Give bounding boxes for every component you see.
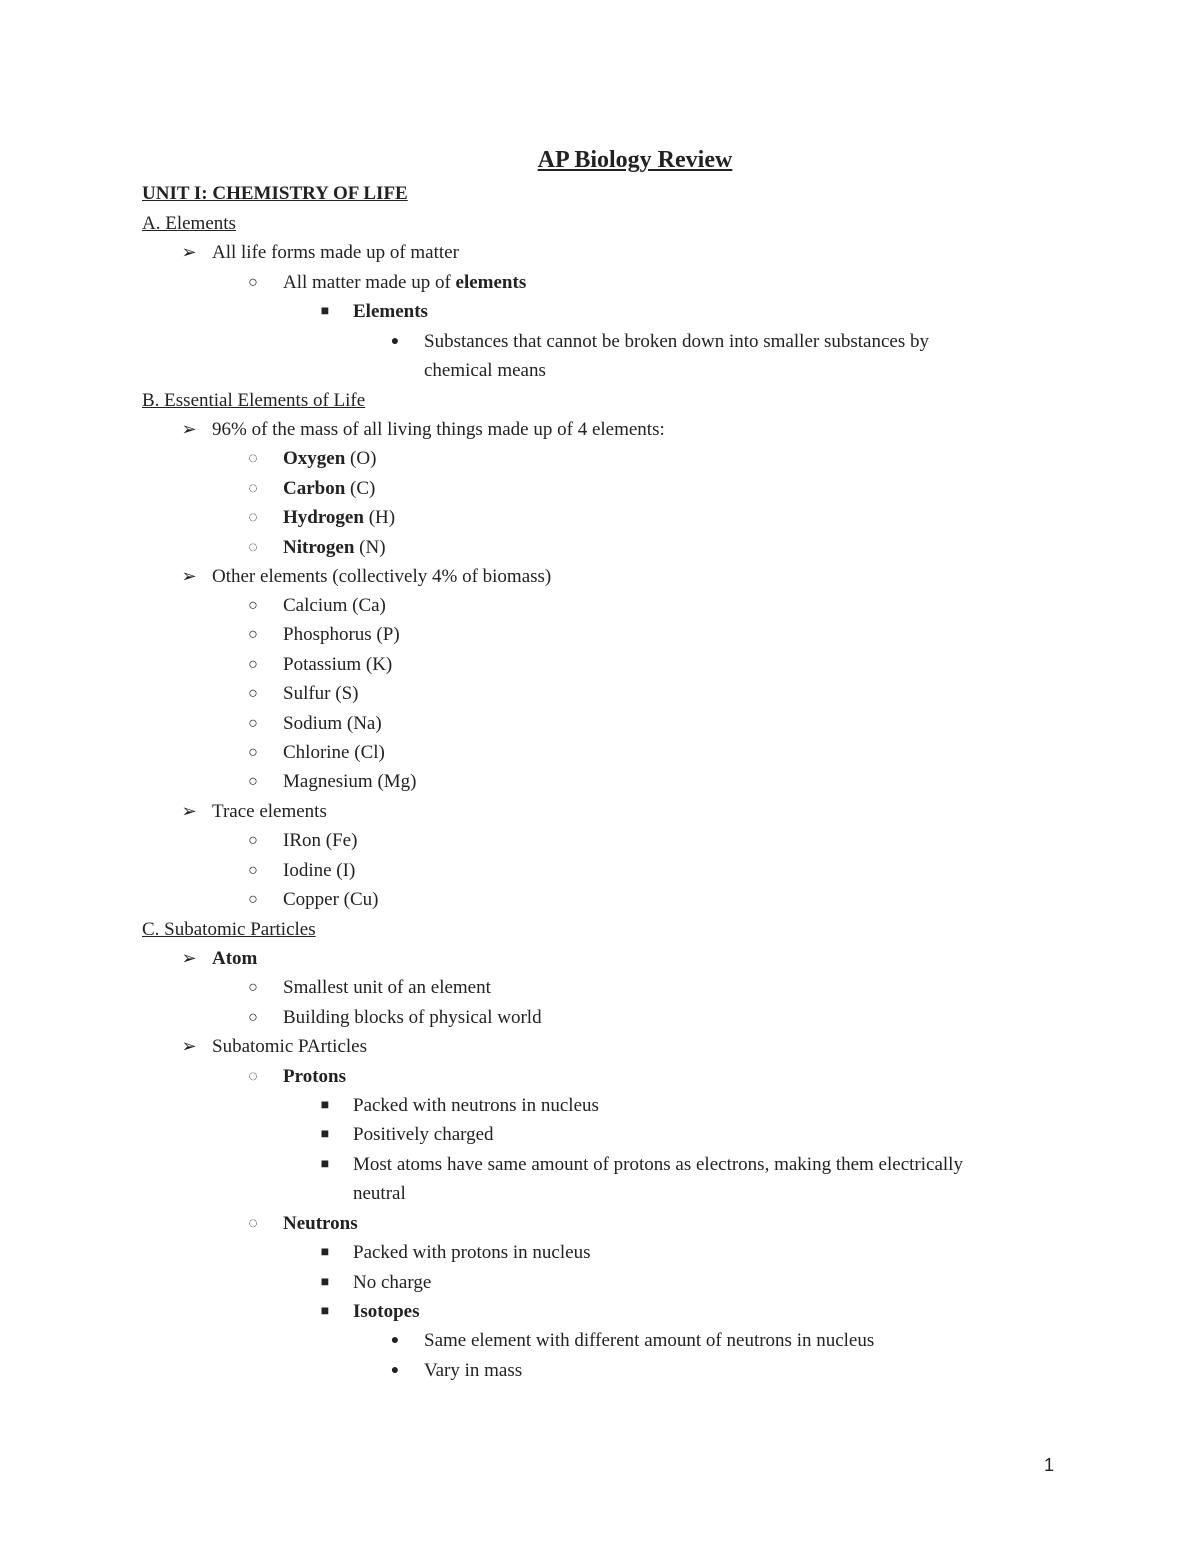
dotted-circle-bullet-icon: ◌ [248,509,258,526]
square-bullet-icon: ■ [320,1127,330,1142]
square-bullet-icon: ■ [320,1275,330,1290]
list-item: All life forms made up of matter [212,242,459,263]
arrow-bullet-icon: ➢ [181,801,197,821]
section-b-heading: B. Essential Elements of Life [142,390,366,411]
list-item: Sulfur (S) [283,683,359,704]
element-symbol: (N) [359,537,386,558]
element-symbol: (O) [350,448,377,469]
circle-bullet-icon: ○ [248,1009,258,1026]
circle-bullet-icon: ○ [248,626,258,643]
list-item: Same element with different amount of neutrons in nucleus [424,1330,875,1351]
arrow-bullet-icon: ➢ [181,566,197,586]
list-item: Substances that cannot be broken down into smaller substances by [424,331,929,352]
list-item-bold-text: elements [455,272,527,293]
list-item: Smallest unit of an element [283,977,491,998]
circle-bullet-icon: ○ [248,744,258,761]
list-item [283,533,386,563]
arrow-bullet-icon: ➢ [181,242,197,262]
element-name: Hydrogen [283,507,364,528]
list-item: Magnesium (Mg) [283,771,417,792]
circle-bullet-icon: ○ [248,597,258,614]
arrow-bullet-icon: ➢ [181,1036,197,1056]
list-item: Isotopes [353,1301,420,1322]
square-bullet-icon: ■ [320,1098,330,1113]
list-item: Packed with protons in nucleus [353,1242,591,1263]
list-item: Protons [283,1066,346,1087]
list-item: Chlorine (Cl) [283,742,385,763]
list-item: Most atoms have same amount of protons as electrons, making them electrically [353,1154,963,1175]
square-bullet-icon: ■ [320,1304,330,1319]
circle-bullet-icon: ○ [248,685,258,702]
circle-bullet-icon: ○ [248,832,258,849]
list-item: Neutrons [283,1213,358,1234]
list-item: Sodium (Na) [283,713,382,734]
list-item: Vary in mass [424,1360,523,1381]
dotted-circle-bullet-icon: ◌ [248,450,258,467]
circle-bullet-icon: ○ [248,274,258,291]
list-item: IRon (Fe) [283,830,358,851]
list-item: Other elements (collectively 4% of biomass) [212,566,552,587]
list-item [283,444,376,474]
page-number: 1 [1044,1455,1055,1475]
list-item: Iodine (I) [283,860,356,881]
element-name: Nitrogen [283,537,355,558]
dotted-circle-bullet-icon: ◌ [248,1068,258,1085]
element-name: Oxygen [283,448,346,469]
list-item: Building blocks of physical world [283,1007,542,1028]
section-a-heading: A. Elements [142,213,236,234]
list-item-continuation: neutral [353,1183,406,1204]
square-bullet-icon: ■ [320,1245,330,1260]
list-item: Calcium (Ca) [283,595,386,616]
list-item: Elements [353,301,428,322]
round-bullet-icon: ● [390,1363,400,1378]
list-item: Atom [212,948,258,969]
unit-heading: UNIT I: CHEMISTRY OF LIFE [142,183,408,204]
circle-bullet-icon: ○ [248,862,258,879]
document-title: AP Biology Review [537,147,733,173]
list-item: Copper (Cu) [283,889,379,910]
list-item [283,503,395,533]
list-item [283,474,375,504]
list-item-text: All matter made up of [283,272,456,293]
circle-bullet-icon: ○ [248,656,258,673]
circle-bullet-icon: ○ [248,773,258,790]
arrow-bullet-icon: ➢ [181,419,197,439]
list-item: Phosphorus (P) [283,624,400,645]
list-item-continuation: chemical means [424,360,546,381]
list-item: Packed with neutrons in nucleus [353,1095,599,1116]
list-item: Trace elements [212,801,327,822]
element-name: Carbon [283,478,346,499]
square-bullet-icon: ■ [320,1157,330,1172]
arrow-bullet-icon: ➢ [181,948,197,968]
list-item: 96% of the mass of all living things made up of 4 elements: [212,419,665,440]
dotted-circle-bullet-icon: ◌ [248,480,258,497]
element-symbol: (H) [368,507,396,528]
dotted-circle-bullet-icon: ◌ [248,539,258,556]
circle-bullet-icon: ○ [248,715,258,732]
list-item [283,268,526,298]
circle-bullet-icon: ○ [248,979,258,996]
list-item: Positively charged [353,1124,494,1145]
list-item: No charge [353,1272,432,1293]
circle-bullet-icon: ○ [248,891,258,908]
list-item: Potassium (K) [283,654,393,675]
round-bullet-icon: ● [390,334,400,349]
element-symbol: (C) [350,478,376,499]
round-bullet-icon: ● [390,1333,400,1348]
square-bullet-icon: ■ [320,304,330,319]
section-c-heading: C. Subatomic Particles [142,919,316,940]
list-item: Subatomic PArticles [212,1036,367,1057]
dotted-circle-bullet-icon: ◌ [248,1215,258,1232]
